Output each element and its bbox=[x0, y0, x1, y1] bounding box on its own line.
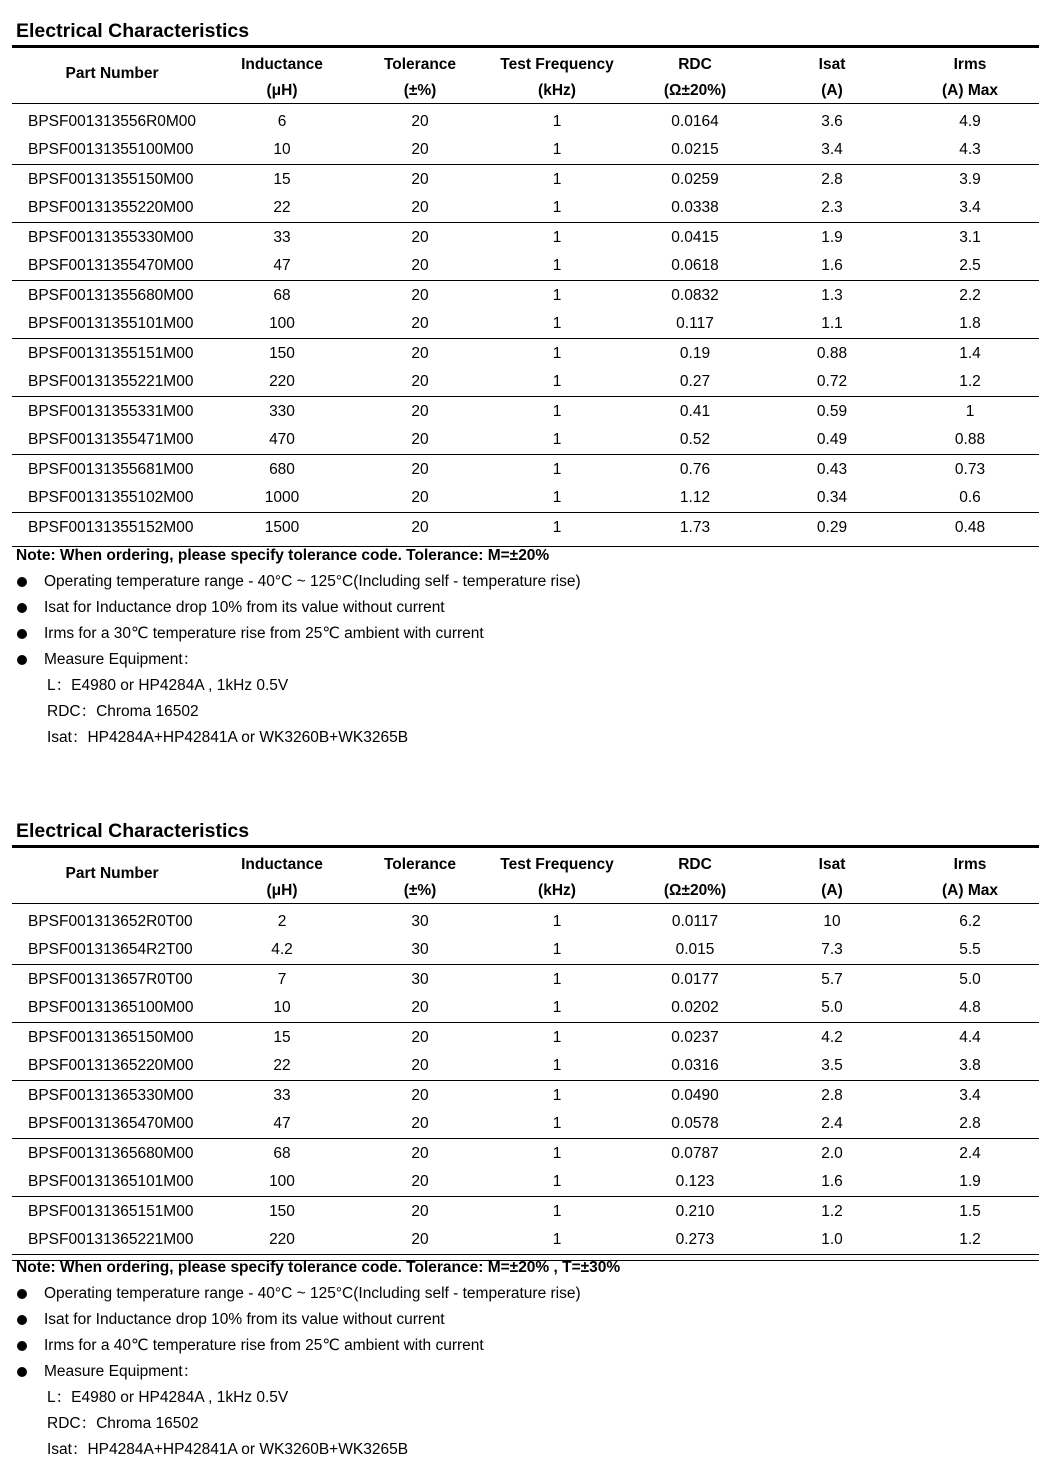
table-row bbox=[12, 1226, 1039, 1254]
tolerance-cell: 20 bbox=[411, 1057, 429, 1074]
tolerance-cell: 20 bbox=[411, 315, 429, 332]
row-group-rule bbox=[12, 1138, 1039, 1139]
test-frequency-cell: 1 bbox=[552, 257, 562, 274]
irms-cell: 4.4 bbox=[959, 1029, 981, 1046]
section-title: Electrical Characteristics bbox=[16, 820, 250, 842]
test-frequency-cell: 1 bbox=[552, 1115, 562, 1132]
part-number-cell: BPSF00131365330M00 bbox=[28, 1087, 194, 1104]
inductance-cell: 680 bbox=[269, 461, 295, 478]
inductance-cell: 6 bbox=[277, 113, 287, 130]
rdc-cell: 0.0215 bbox=[671, 141, 719, 158]
inductance-cell: 220 bbox=[269, 1231, 295, 1248]
table-row bbox=[12, 224, 1039, 252]
tolerance-cell: 30 bbox=[411, 971, 429, 988]
tolerance-cell: 20 bbox=[411, 113, 429, 130]
irms-cell: 5.5 bbox=[959, 941, 981, 958]
test-frequency-cell: 1 bbox=[552, 1029, 562, 1046]
tolerance-cell: 20 bbox=[411, 171, 429, 188]
part-number-cell: BPSF00131365101M00 bbox=[28, 1173, 194, 1190]
part-number-cell: BPSF00131355100M00 bbox=[28, 141, 194, 158]
tolerance-cell: 20 bbox=[411, 1203, 429, 1220]
inductance-cell: 10 bbox=[273, 999, 291, 1016]
tolerance-cell: 20 bbox=[411, 999, 429, 1016]
bullet-dot-icon bbox=[17, 603, 27, 613]
irms-cell: 2.5 bbox=[959, 257, 981, 274]
note-item: Isat for Inductance drop 10% from its value without current bbox=[16, 1307, 581, 1333]
tolerance-cell: 20 bbox=[411, 1115, 429, 1132]
rdc-cell: 0.76 bbox=[679, 461, 711, 478]
header-irms: Irms (A) Max bbox=[942, 56, 998, 99]
header-rule bbox=[12, 903, 1039, 904]
rdc-cell: 0.0177 bbox=[671, 971, 719, 988]
rdc-cell: 0.19 bbox=[679, 345, 711, 362]
note-item: Measure Equipment： bbox=[16, 647, 581, 673]
table-row bbox=[12, 1198, 1039, 1226]
inductance-cell: 7 bbox=[277, 971, 287, 988]
equipment-item: RDC：Chroma 16502 bbox=[47, 703, 199, 720]
rdc-cell: 0.0117 bbox=[671, 913, 719, 930]
table-row bbox=[12, 484, 1039, 512]
test-frequency-cell: 1 bbox=[552, 431, 562, 448]
irms-cell: 0.48 bbox=[954, 519, 986, 536]
test-frequency-cell: 1 bbox=[552, 373, 562, 390]
table-row bbox=[12, 1110, 1039, 1138]
notes-list bbox=[16, 1281, 581, 1385]
tolerance-cell: 20 bbox=[411, 141, 429, 158]
inductance-cell: 330 bbox=[269, 403, 295, 420]
test-frequency-cell: 1 bbox=[552, 519, 562, 536]
isat-cell: 1.6 bbox=[821, 1173, 843, 1190]
header-test-frequency: Test Frequency (kHz) bbox=[500, 56, 614, 99]
irms-cell: 1.2 bbox=[959, 1231, 981, 1248]
part-number-cell: BPSF00131355151M00 bbox=[28, 345, 194, 362]
note-item: Irms for a 30℃ temperature rise from 25℃ ambient with current bbox=[16, 621, 581, 647]
irms-cell: 3.1 bbox=[959, 229, 981, 246]
tolerance-cell: 20 bbox=[411, 519, 429, 536]
bullet-dot-icon bbox=[17, 577, 27, 587]
table-row bbox=[12, 1052, 1039, 1080]
inductance-cell: 68 bbox=[273, 287, 291, 304]
header-rule bbox=[12, 103, 1039, 104]
irms-cell: 3.4 bbox=[959, 1087, 981, 1104]
equipment-item: L：E4980 or HP4284A , 1kHz 0.5V bbox=[47, 677, 289, 694]
inductance-cell: 15 bbox=[273, 171, 291, 188]
isat-cell: 0.43 bbox=[816, 461, 848, 478]
isat-cell: 5.0 bbox=[821, 999, 843, 1016]
table-row bbox=[12, 994, 1039, 1022]
inductance-cell: 10 bbox=[273, 141, 291, 158]
inductance-cell: 33 bbox=[273, 1087, 291, 1104]
header-inductance: Inductance (μH) bbox=[241, 56, 323, 99]
equipment-item: RDC：Chroma 16502 bbox=[47, 1415, 199, 1432]
table-row bbox=[12, 194, 1039, 222]
irms-cell: 5.0 bbox=[959, 971, 981, 988]
part-number-cell: BPSF00131365100M00 bbox=[28, 999, 194, 1016]
test-frequency-cell: 1 bbox=[552, 113, 562, 130]
row-group-rule bbox=[12, 222, 1039, 223]
header-inductance: Inductance (μH) bbox=[241, 856, 323, 899]
isat-cell: 2.8 bbox=[821, 171, 843, 188]
part-number-cell: BPSF00131365470M00 bbox=[28, 1115, 194, 1132]
irms-cell: 2.4 bbox=[959, 1145, 981, 1162]
irms-cell: 1.4 bbox=[959, 345, 981, 362]
table-header bbox=[12, 48, 1039, 102]
irms-cell: 6.2 bbox=[959, 913, 981, 930]
inductance-cell: 1000 bbox=[264, 489, 300, 506]
irms-cell: 3.8 bbox=[959, 1057, 981, 1074]
inductance-cell: 1500 bbox=[264, 519, 300, 536]
isat-cell: 0.72 bbox=[816, 373, 848, 390]
part-number-cell: BPSF00131355220M00 bbox=[28, 199, 194, 216]
equipment-item: L：E4980 or HP4284A , 1kHz 0.5V bbox=[47, 1389, 289, 1406]
test-frequency-cell: 1 bbox=[552, 1231, 562, 1248]
part-number-cell: BPSF00131355101M00 bbox=[28, 315, 194, 332]
test-frequency-cell: 1 bbox=[552, 171, 562, 188]
isat-cell: 2.0 bbox=[821, 1145, 843, 1162]
row-group-rule bbox=[12, 512, 1039, 513]
isat-cell: 0.59 bbox=[816, 403, 848, 420]
row-group-rule bbox=[12, 280, 1039, 281]
irms-cell: 4.9 bbox=[959, 113, 981, 130]
irms-cell: 2.2 bbox=[959, 287, 981, 304]
rdc-cell: 0.52 bbox=[679, 431, 711, 448]
rdc-cell: 0.0202 bbox=[671, 999, 719, 1016]
isat-cell: 4.2 bbox=[821, 1029, 843, 1046]
isat-cell: 2.3 bbox=[821, 199, 843, 216]
inductance-cell: 47 bbox=[273, 1115, 291, 1132]
test-frequency-cell: 1 bbox=[552, 141, 562, 158]
equipment-list bbox=[47, 673, 408, 751]
note-item: Operating temperature range - 40°C ~ 125°C(Including self - temperature rise) bbox=[16, 569, 581, 595]
table-row bbox=[12, 966, 1039, 994]
part-number-cell: BPSF00131355102M00 bbox=[28, 489, 194, 506]
inductance-cell: 150 bbox=[269, 345, 295, 362]
test-frequency-cell: 1 bbox=[552, 1057, 562, 1074]
table-bottom-rule bbox=[12, 1260, 1039, 1261]
tolerance-cell: 20 bbox=[411, 403, 429, 420]
equipment-item: Isat：HP4284A+HP42841A or WK3260B+WK3265B bbox=[47, 729, 409, 746]
part-number-cell: BPSF001313657R0T00 bbox=[28, 971, 193, 988]
irms-cell: 1.9 bbox=[959, 1173, 981, 1190]
test-frequency-cell: 1 bbox=[552, 461, 562, 478]
row-group-rule bbox=[12, 396, 1039, 397]
rdc-cell: 0.117 bbox=[676, 315, 714, 332]
equipment-item: Isat：HP4284A+HP42841A or WK3260B+WK3265B bbox=[47, 1441, 409, 1458]
tolerance-cell: 20 bbox=[411, 257, 429, 274]
rdc-cell: 0.0316 bbox=[671, 1057, 719, 1074]
table-row bbox=[12, 136, 1039, 164]
header-tolerance: Tolerance (±%) bbox=[383, 856, 457, 899]
rdc-cell: 0.0164 bbox=[671, 113, 719, 130]
irms-cell: 4.8 bbox=[959, 999, 981, 1016]
note-item: Isat for Inductance drop 10% from its value without current bbox=[16, 595, 581, 621]
test-frequency-cell: 1 bbox=[552, 229, 562, 246]
rdc-cell: 0.0787 bbox=[671, 1145, 719, 1162]
isat-cell: 1.0 bbox=[821, 1231, 843, 1248]
inductance-cell: 150 bbox=[269, 1203, 295, 1220]
irms-cell: 1.8 bbox=[959, 315, 981, 332]
isat-cell: 0.34 bbox=[816, 489, 848, 506]
irms-cell: 1 bbox=[965, 403, 975, 420]
rdc-cell: 1.73 bbox=[679, 519, 711, 536]
part-number-cell: BPSF00131365221M00 bbox=[28, 1231, 194, 1248]
test-frequency-cell: 1 bbox=[552, 345, 562, 362]
isat-cell: 5.7 bbox=[821, 971, 843, 988]
test-frequency-cell: 1 bbox=[552, 971, 562, 988]
note-item: Measure Equipment： bbox=[16, 1359, 581, 1385]
isat-cell: 1.1 bbox=[821, 315, 843, 332]
rdc-cell: 0.015 bbox=[675, 941, 715, 958]
tolerance-cell: 30 bbox=[411, 941, 429, 958]
isat-cell: 2.4 bbox=[821, 1115, 843, 1132]
rdc-cell: 0.0578 bbox=[671, 1115, 719, 1132]
isat-cell: 3.5 bbox=[821, 1057, 843, 1074]
row-group-rule bbox=[12, 964, 1039, 965]
table-row bbox=[12, 282, 1039, 310]
test-frequency-cell: 1 bbox=[552, 941, 562, 958]
table-row bbox=[12, 426, 1039, 454]
rdc-cell: 0.0415 bbox=[671, 229, 719, 246]
tolerance-cell: 20 bbox=[411, 1173, 429, 1190]
inductance-cell: 22 bbox=[273, 1057, 291, 1074]
rdc-cell: 0.0618 bbox=[671, 257, 719, 274]
part-number-cell: BPSF00131355330M00 bbox=[28, 229, 194, 246]
equipment-list bbox=[47, 1385, 408, 1463]
part-number-cell: BPSF00131355681M00 bbox=[28, 461, 194, 478]
part-number-cell: BPSF00131365220M00 bbox=[28, 1057, 194, 1074]
header-tolerance: Tolerance (±%) bbox=[383, 56, 457, 99]
header-isat: Isat (A) bbox=[818, 56, 846, 99]
ordering-note: Note: When ordering, please specify tolerance code. Tolerance: M=±20% bbox=[16, 547, 550, 564]
isat-cell: 1.3 bbox=[821, 287, 843, 304]
header-rdc: RDC (Ω±20%) bbox=[663, 856, 727, 899]
inductance-cell: 15 bbox=[273, 1029, 291, 1046]
irms-cell: 1.5 bbox=[959, 1203, 981, 1220]
test-frequency-cell: 1 bbox=[552, 1203, 562, 1220]
section-title: Electrical Characteristics bbox=[16, 20, 250, 42]
part-number-cell: BPSF00131355150M00 bbox=[28, 171, 194, 188]
tolerance-cell: 20 bbox=[411, 1087, 429, 1104]
tolerance-cell: 20 bbox=[411, 1231, 429, 1248]
header-rdc: RDC (Ω±20%) bbox=[663, 56, 727, 99]
test-frequency-cell: 1 bbox=[552, 1173, 562, 1190]
irms-cell: 1.2 bbox=[959, 373, 981, 390]
table-row bbox=[12, 1140, 1039, 1168]
test-frequency-cell: 1 bbox=[552, 489, 562, 506]
test-frequency-cell: 1 bbox=[552, 999, 562, 1016]
irms-cell: 2.8 bbox=[959, 1115, 981, 1132]
table-row bbox=[12, 252, 1039, 280]
irms-cell: 3.9 bbox=[959, 171, 981, 188]
table-row bbox=[12, 456, 1039, 484]
row-group-rule bbox=[12, 1254, 1039, 1255]
rdc-cell: 0.0490 bbox=[671, 1087, 719, 1104]
part-number-cell: BPSF00131355331M00 bbox=[28, 403, 194, 420]
test-frequency-cell: 1 bbox=[552, 913, 562, 930]
part-number-cell: BPSF00131365151M00 bbox=[28, 1203, 194, 1220]
bullet-dot-icon bbox=[17, 1315, 27, 1325]
inductance-cell: 68 bbox=[273, 1145, 291, 1162]
inductance-cell: 470 bbox=[269, 431, 295, 448]
part-number-cell: BPSF00131355471M00 bbox=[28, 431, 194, 448]
irms-cell: 0.6 bbox=[959, 489, 981, 506]
isat-cell: 3.4 bbox=[821, 141, 843, 158]
test-frequency-cell: 1 bbox=[552, 315, 562, 332]
table-row bbox=[12, 1082, 1039, 1110]
irms-cell: 3.4 bbox=[959, 199, 981, 216]
part-number-cell: BPSF00131365680M00 bbox=[28, 1145, 194, 1162]
tolerance-cell: 30 bbox=[411, 913, 429, 930]
rdc-cell: 0.0237 bbox=[671, 1029, 719, 1046]
table-row bbox=[12, 108, 1039, 136]
tolerance-cell: 20 bbox=[411, 461, 429, 478]
rdc-cell: 0.0338 bbox=[671, 199, 719, 216]
part-number-cell: BPSF00131365150M00 bbox=[28, 1029, 194, 1046]
bullet-dot-icon bbox=[17, 629, 27, 639]
part-number-cell: BPSF001313556R0M00 bbox=[28, 113, 197, 130]
test-frequency-cell: 1 bbox=[552, 199, 562, 216]
table-row bbox=[12, 936, 1039, 964]
table-row bbox=[12, 398, 1039, 426]
isat-cell: 3.6 bbox=[821, 113, 843, 130]
tolerance-cell: 20 bbox=[411, 1029, 429, 1046]
header-test-frequency: Test Frequency (kHz) bbox=[500, 856, 614, 899]
test-frequency-cell: 1 bbox=[552, 1087, 562, 1104]
inductance-cell: 4.2 bbox=[271, 941, 293, 958]
bullet-dot-icon bbox=[17, 1289, 27, 1299]
isat-cell: 1.9 bbox=[821, 229, 843, 246]
tolerance-cell: 20 bbox=[411, 229, 429, 246]
irms-cell: 4.3 bbox=[959, 141, 981, 158]
inductance-cell: 33 bbox=[273, 229, 291, 246]
table-row bbox=[12, 166, 1039, 194]
tolerance-cell: 20 bbox=[411, 345, 429, 362]
row-group-rule bbox=[12, 164, 1039, 165]
header-part-number: Part Number bbox=[65, 65, 159, 82]
row-group-rule bbox=[12, 454, 1039, 455]
rdc-cell: 0.41 bbox=[679, 403, 711, 420]
table-row bbox=[12, 514, 1039, 542]
bullet-dot-icon bbox=[17, 655, 27, 665]
isat-cell: 10 bbox=[823, 913, 841, 930]
part-number-cell: BPSF00131355470M00 bbox=[28, 257, 194, 274]
tolerance-cell: 20 bbox=[411, 373, 429, 390]
test-frequency-cell: 1 bbox=[552, 287, 562, 304]
tolerance-cell: 20 bbox=[411, 431, 429, 448]
inductance-cell: 220 bbox=[269, 373, 295, 390]
part-number-cell: BPSF00131355221M00 bbox=[28, 373, 194, 390]
bullet-dot-icon bbox=[17, 1367, 27, 1377]
isat-cell: 7.3 bbox=[821, 941, 843, 958]
inductance-cell: 22 bbox=[273, 199, 291, 216]
table-row bbox=[12, 1024, 1039, 1052]
tolerance-cell: 20 bbox=[411, 1145, 429, 1162]
isat-cell: 0.88 bbox=[816, 345, 848, 362]
ordering-note: Note: When ordering, please specify tolerance code. Tolerance: M=±20% , T=±30% bbox=[16, 1259, 621, 1276]
row-group-rule bbox=[12, 338, 1039, 339]
part-number-cell: BPSF001313652R0T00 bbox=[28, 913, 193, 930]
table-row bbox=[12, 908, 1039, 936]
irms-cell: 0.88 bbox=[954, 431, 986, 448]
header-isat: Isat (A) bbox=[818, 856, 846, 899]
inductance-cell: 100 bbox=[269, 315, 295, 332]
tolerance-cell: 20 bbox=[411, 489, 429, 506]
test-frequency-cell: 1 bbox=[552, 1145, 562, 1162]
rdc-cell: 0.27 bbox=[679, 373, 711, 390]
part-number-cell: BPSF00131355680M00 bbox=[28, 287, 194, 304]
irms-cell: 0.73 bbox=[954, 461, 986, 478]
header-irms: Irms (A) Max bbox=[942, 856, 998, 899]
table-row bbox=[12, 310, 1039, 338]
table-bottom-rule bbox=[12, 546, 1039, 547]
header-part-number: Part Number bbox=[65, 865, 159, 882]
part-number-cell: BPSF001313654R2T00 bbox=[28, 941, 193, 958]
rdc-cell: 0.0832 bbox=[671, 287, 719, 304]
inductance-cell: 100 bbox=[269, 1173, 295, 1190]
rdc-cell: 1.12 bbox=[679, 489, 711, 506]
inductance-cell: 2 bbox=[277, 913, 287, 930]
rdc-cell: 0.0259 bbox=[671, 171, 719, 188]
tolerance-cell: 20 bbox=[411, 287, 429, 304]
part-number-cell: BPSF00131355152M00 bbox=[28, 519, 194, 536]
test-frequency-cell: 1 bbox=[552, 403, 562, 420]
isat-cell: 2.8 bbox=[821, 1087, 843, 1104]
rdc-cell: 0.210 bbox=[675, 1203, 715, 1220]
row-group-rule bbox=[12, 1022, 1039, 1023]
table-row bbox=[12, 1168, 1039, 1196]
tolerance-cell: 20 bbox=[411, 199, 429, 216]
rdc-cell: 0.123 bbox=[675, 1173, 715, 1190]
row-group-rule bbox=[12, 1196, 1039, 1197]
table-header bbox=[12, 848, 1039, 902]
isat-cell: 0.49 bbox=[816, 431, 848, 448]
note-item: Operating temperature range - 40°C ~ 125°C(Including self - temperature rise) bbox=[16, 1281, 581, 1307]
table-row bbox=[12, 368, 1039, 396]
isat-cell: 0.29 bbox=[816, 519, 848, 536]
rdc-cell: 0.273 bbox=[675, 1231, 715, 1248]
notes-list bbox=[16, 569, 581, 673]
note-item: Irms for a 40℃ temperature rise from 25℃ ambient with current bbox=[16, 1333, 581, 1359]
inductance-cell: 47 bbox=[273, 257, 291, 274]
bullet-dot-icon bbox=[17, 1341, 27, 1351]
isat-cell: 1.6 bbox=[821, 257, 843, 274]
table-row bbox=[12, 340, 1039, 368]
row-group-rule bbox=[12, 1080, 1039, 1081]
isat-cell: 1.2 bbox=[821, 1203, 843, 1220]
